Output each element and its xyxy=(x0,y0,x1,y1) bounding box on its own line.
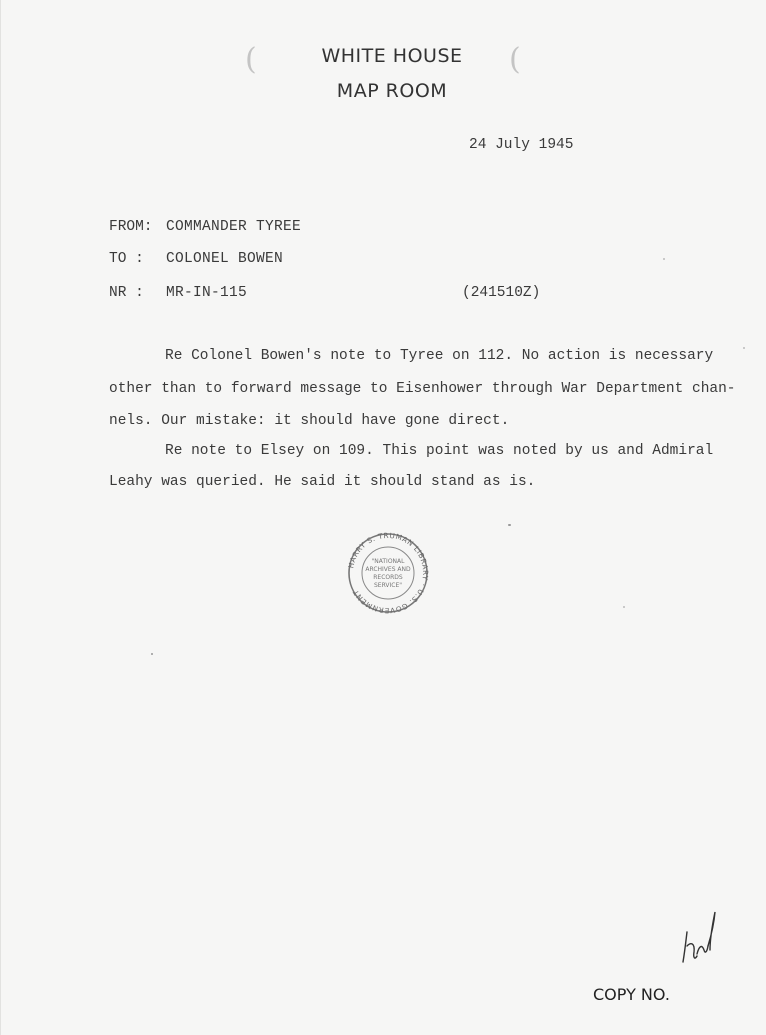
left-paren-mark: ( xyxy=(245,42,257,77)
message-reference: (241510Z) xyxy=(462,285,541,301)
header-map-room: MAP ROOM xyxy=(336,80,448,102)
nr-label: NR : xyxy=(109,285,144,301)
paper-speck xyxy=(623,606,625,608)
stamp-inner-line: "NATIONAL xyxy=(371,558,405,565)
paper-speck xyxy=(508,524,511,526)
paper-speck xyxy=(743,347,745,349)
stamp-inner-line: RECORDS xyxy=(373,574,403,581)
body-line: other than to forward message to Eisenhower through War Department chan- xyxy=(109,381,736,397)
body-line: Leahy was queried. He said it should stand as is. xyxy=(109,474,536,490)
from-value: COMMANDER TYREE xyxy=(166,219,302,235)
nr-value: MR-IN-115 xyxy=(166,285,248,301)
body-line: Re note to Elsey on 109. This point was noted by us and Admiral xyxy=(165,443,714,459)
from-label: FROM: xyxy=(109,219,153,235)
header-white-house: WHITE HOUSE xyxy=(321,45,463,67)
right-paren-mark: ( xyxy=(509,42,521,77)
stamp-inner-line: ARCHIVES AND xyxy=(365,566,411,573)
stamp-outer-text: HARRY S. TRUMAN LIBRARY · U.S. GOVERNMENT xyxy=(346,532,431,614)
svg-text:HARRY S. TRUMAN LIBRARY · U.S. xyxy=(346,532,430,614)
stamp-inner-line: SERVICE" xyxy=(373,582,403,589)
to-value: COLONEL BOWEN xyxy=(166,251,284,267)
archive-stamp xyxy=(343,532,433,614)
handwritten-initials xyxy=(677,906,723,966)
body-line: nels. Our mistake: it should have gone direct. xyxy=(109,413,510,429)
message-date: 24 July 1945 xyxy=(469,137,574,153)
to-label: TO : xyxy=(109,251,144,267)
copy-number-label: COPY NO. xyxy=(593,985,670,1004)
paper-speck xyxy=(151,653,153,655)
paper-speck xyxy=(663,258,665,260)
body-line: Re Colonel Bowen's note to Tyree on 112. No action is necessary xyxy=(165,348,714,364)
